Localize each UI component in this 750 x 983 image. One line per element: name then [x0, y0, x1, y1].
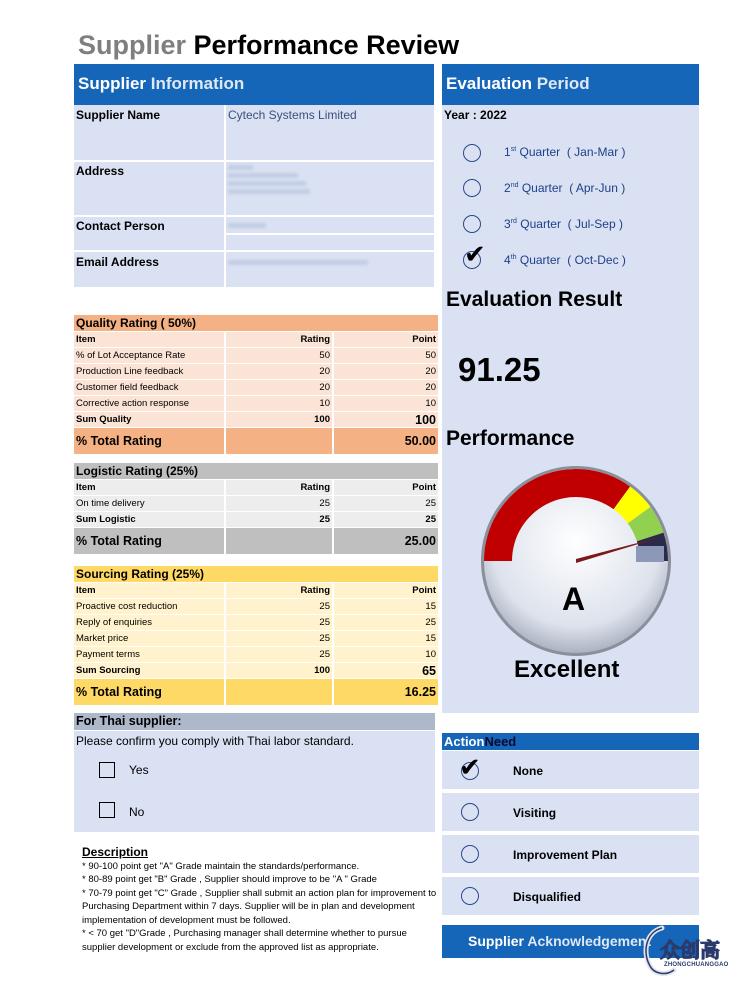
evaluation-period-header-a: Evaluation — [446, 74, 532, 93]
quarter-3-label: 3rd Quarter ( Jul-Sep ) — [504, 217, 623, 231]
evaluation-score: 91.25 — [458, 351, 541, 388]
watermark-cn: 众创高 — [660, 938, 720, 962]
action-option-disqualified[interactable] — [442, 877, 699, 915]
quality-rating-table — [74, 315, 438, 455]
page-title — [78, 30, 459, 61]
address-label: Address — [76, 164, 125, 178]
quarter-2-label: 2nd Quarter ( Apr-Jun ) — [504, 181, 626, 195]
watermark-logo — [640, 922, 744, 978]
grade-letter: A — [562, 581, 586, 617]
supplier-info-panel — [74, 105, 434, 287]
quarter-1-radio[interactable] — [463, 144, 481, 162]
email-label: Email Address — [76, 255, 159, 269]
quality-head-point: Point — [333, 332, 438, 348]
logistic-title: Logistic Rating (25%) — [74, 463, 438, 480]
table-row: Proactive cost reduction 25 15 — [74, 599, 438, 615]
gauge-tick-block — [636, 546, 664, 562]
evaluation-result-title: Evaluation Result — [446, 288, 623, 311]
quality-head-item: Item — [74, 332, 225, 348]
ack-header-a: Supplier — [468, 933, 525, 949]
table-row: Market price 25 15 — [74, 631, 438, 647]
checkmark-icon: ✔ — [464, 239, 486, 269]
yes-label: Yes — [129, 763, 149, 777]
improvement-plan-radio[interactable] — [461, 845, 479, 863]
action-need-header-a: Action — [444, 734, 485, 749]
visiting-radio[interactable] — [461, 803, 479, 821]
none-label: None — [513, 764, 543, 778]
thai-prompt: Please confirm you comply with Thai labor standard. — [76, 734, 354, 748]
description-line: * 80-89 point get "B" Grade , Supplier should improve to be "A " Grade — [82, 874, 377, 885]
contact-person-value-redacted — [228, 223, 266, 228]
sourcing-sum-row: Sum Sourcing 100 65 — [76, 663, 436, 678]
performance-title: Performance — [446, 427, 575, 450]
logistic-rating-table: Logistic Rating (25%) Item Rating Point On time delivery 25 25 Sum Logistic 25 25 % Total Rating 25.00 — [74, 463, 438, 555]
grade-label: Excellent — [514, 656, 620, 683]
sourcing-title: Sourcing Rating (25%) — [74, 566, 438, 583]
evaluation-panel — [442, 105, 699, 713]
evaluation-period-header — [442, 64, 699, 105]
ack-header-b: Acknowledgement — [527, 933, 652, 949]
email-value-redacted — [228, 260, 368, 265]
checkmark-icon: ✔ — [459, 752, 481, 782]
supplier-info-header-b: Information — [150, 74, 245, 93]
watermark-en: ZHONGCHUANGGAO — [664, 962, 729, 968]
disqualified-label: Disqualified — [513, 890, 582, 904]
action-option-visiting[interactable] — [442, 793, 699, 831]
contact-person-label: Contact Person — [76, 219, 165, 233]
thai-supplier-header: For Thai supplier: — [74, 713, 435, 730]
supplier-info-header-a: Supplier — [78, 74, 147, 93]
supplier-name-label: Supplier Name — [76, 108, 161, 122]
evaluation-period-header-b: Period — [536, 74, 590, 93]
action-need-header — [442, 733, 699, 750]
disqualified-radio[interactable] — [461, 887, 479, 905]
description-line: * 70-79 point get "C" Grade , Supplier shall submit an action plan for improvement to Purchasing Department within 7 days. Supplier will be in plan and development implementation of development must be followed. — [82, 887, 437, 926]
supplier-info-header — [74, 64, 434, 105]
table-row: Customer field feedback 20 20 — [74, 380, 438, 396]
quality-head-rating: Rating — [225, 332, 333, 348]
action-option-none[interactable] — [442, 751, 699, 789]
no-label: No — [129, 805, 145, 819]
sourcing-rating-table: Sourcing Rating (25%) Item Rating Point Proactive cost reduction 25 15 Reply of enquiries 25 25 Market price 25 15 Payment terms 25 10 Sum Sourcing 100 65 % Total Rating 16.25 — [74, 566, 438, 706]
description-line: * 90-100 point get "A" Grade maintain the standards/performance. — [82, 860, 360, 872]
no-checkbox[interactable] — [99, 802, 115, 818]
improvement-plan-label: Improvement Plan — [513, 848, 618, 862]
yes-checkbox[interactable] — [99, 762, 115, 778]
year-label: Year : 2022 — [444, 108, 507, 122]
quality-total-row: % Total Rating 50.00 — [74, 428, 438, 455]
description-line: * < 70 get "D"Grade , Purchasing manager shall determine whether to pursue supplier development or exclude from the approved list as appropriate. — [82, 928, 407, 953]
supplier-name-value: Cytech Systems Limited — [228, 108, 357, 122]
logistic-total-row: % Total Rating 25.00 — [74, 528, 438, 555]
visiting-label: Visiting — [513, 806, 557, 820]
quality-title: Quality Rating ( 50%) — [74, 315, 438, 332]
quarter-1-label: 1st Quarter ( Jan-Mar ) — [504, 145, 626, 159]
table-row: Corrective action response 10 10 — [74, 396, 438, 412]
thai-supplier-panel — [74, 731, 435, 832]
quarter-3-radio[interactable] — [463, 215, 481, 233]
table-row: On time delivery 25 25 — [74, 496, 438, 512]
address-value-redacted — [228, 165, 298, 194]
title-part1: Supplier — [78, 30, 187, 60]
table-row: Production Line feedback 20 20 — [74, 364, 438, 380]
quarter-2-radio[interactable] — [463, 179, 481, 197]
table-row: Payment terms 25 10 — [74, 647, 438, 663]
table-row: Reply of enquiries 25 25 — [74, 615, 438, 631]
description-block — [82, 846, 442, 954]
sourcing-total-row: % Total Rating 16.25 — [74, 679, 438, 706]
action-need-header-b: Need — [484, 734, 517, 749]
table-row: % of Lot Acceptance Rate 50 50 — [74, 348, 438, 364]
logistic-sum-row: Sum Logistic 25 25 — [74, 512, 438, 528]
performance-gauge — [476, 458, 676, 658]
title-part2: Performance Review — [193, 30, 460, 60]
description-heading: Description — [82, 845, 149, 859]
quality-sum-row: Sum Quality 100 100 — [76, 412, 436, 427]
quarter-4-label: 4th Quarter ( Oct-Dec ) — [504, 253, 626, 267]
action-option-improvement-plan[interactable] — [442, 835, 699, 873]
